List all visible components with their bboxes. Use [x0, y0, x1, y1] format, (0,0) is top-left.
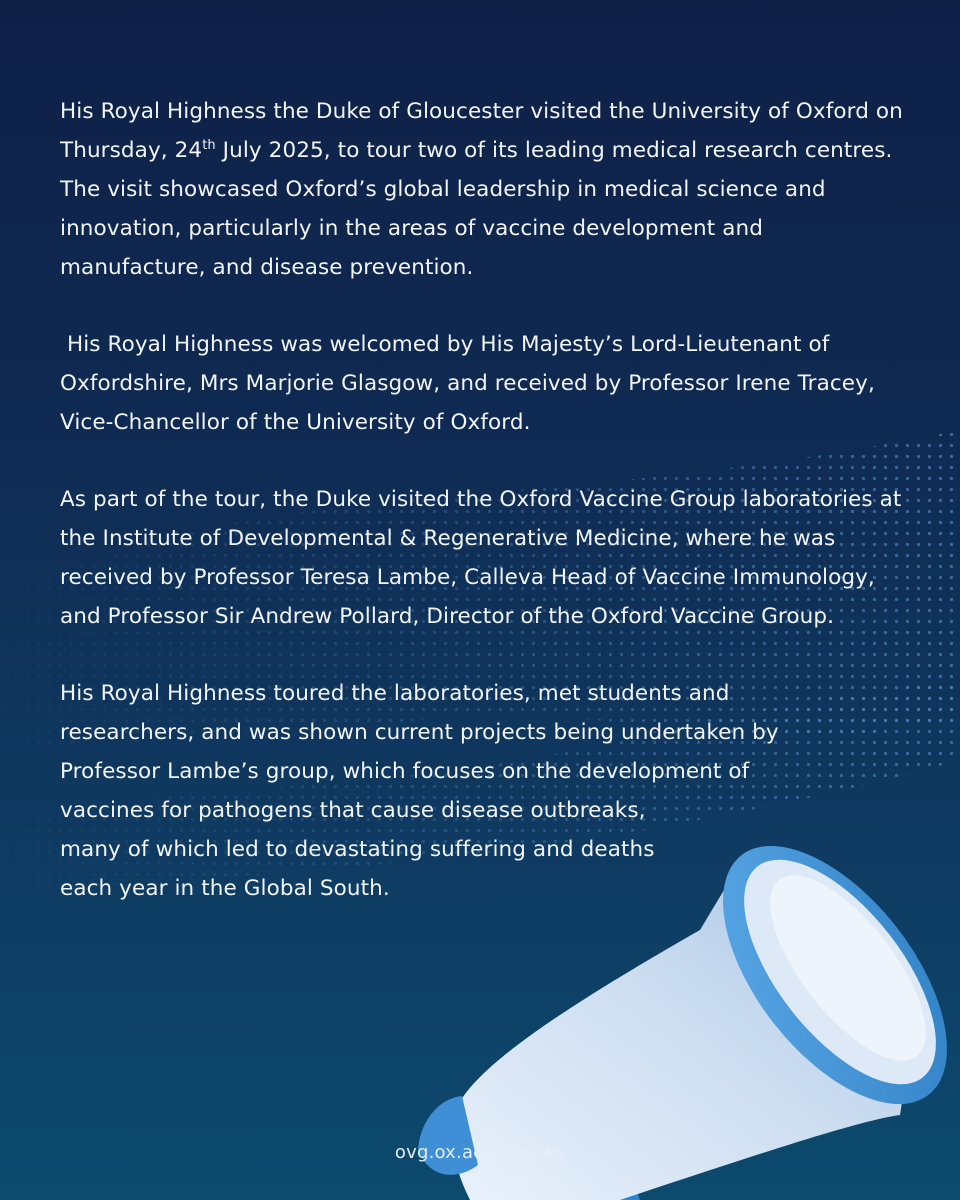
visit-intro-text-cont: July 2025, to tour two of its leading medical research centres. The visit showcased Oxford’s global leadership in medical science and innovation, particularly in the areas of vaccine development and manufacture, and disease prevention. — [60, 138, 893, 280]
footer-url: ovg.ox.ac.uk/news — [394, 1142, 566, 1163]
paragraph-laboratories — [60, 674, 910, 908]
laboratories-line: vaccines for pathogens that cause disease outbreaks, — [60, 798, 646, 823]
laboratories-line: each year in the Global South. — [60, 876, 390, 901]
date-ordinal-suffix: th — [202, 137, 216, 153]
paragraph-welcome: His Royal Highness was welcomed by His Majesty’s Lord-Lieutenant of Oxfordshire, Mrs Marjorie Glasgow, and received by Professor Irene Tracey, Vice-Chancellor of the University of Oxford. — [60, 332, 882, 435]
laboratories-line: Professor Lambe’s group, which focuses on the development of — [60, 759, 750, 784]
paragraph-tour: As part of the tour, the Duke visited the Oxford Vaccine Group laboratories at the Institute of Developmental & Regenerative Medicine, where he was received by Professor Teresa Lambe, Calleva Head of Vaccine Immunology, and Professor Sir Andrew Pollard, Director of the Oxford Vaccine Group. — [60, 487, 902, 629]
laboratories-line: researchers, and was shown current projects being undertaken by — [60, 720, 779, 745]
laboratories-line: His Royal Highness toured the laboratories, met students and — [60, 681, 730, 706]
paragraph-visit-intro — [60, 92, 910, 287]
article-body — [60, 92, 910, 908]
laboratories-line: many of which led to devastating suffering and deaths — [60, 837, 655, 862]
visit-intro-text: His Royal Highness the Duke of Gloucester visited the University of Oxford on Thursday, 24 — [60, 99, 903, 163]
